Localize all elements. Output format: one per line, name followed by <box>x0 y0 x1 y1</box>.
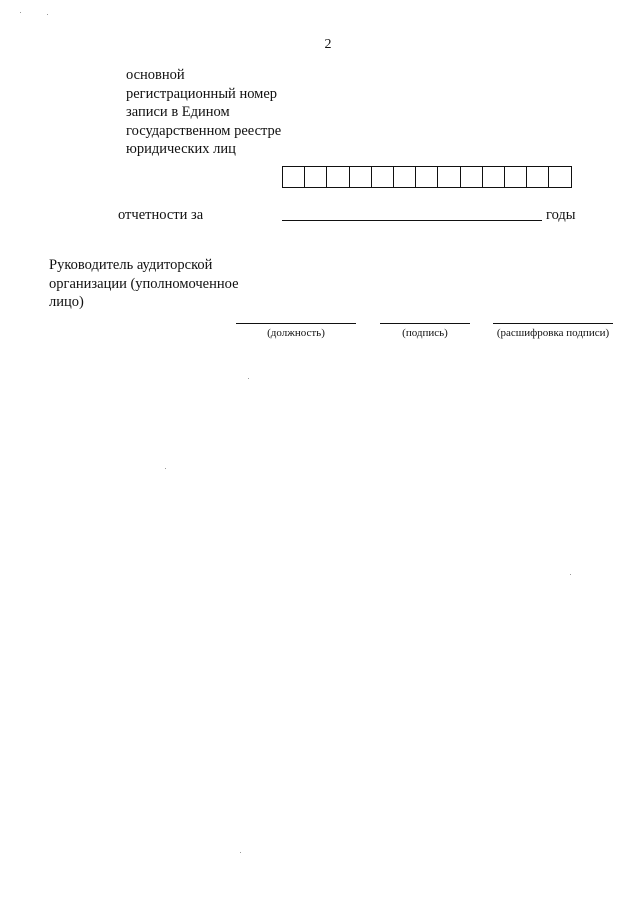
scan-speck <box>240 852 241 853</box>
ogrn-digit-box[interactable] <box>438 167 460 187</box>
name-transcript-field[interactable] <box>493 323 613 324</box>
head-of-audit-org-label: Руководитель аудиторской организации (уполномоченное лицо) <box>49 257 239 310</box>
position-field[interactable] <box>236 323 356 324</box>
reporting-period-field[interactable] <box>282 220 542 221</box>
scan-speck <box>20 12 21 13</box>
ogrn-digit-box[interactable] <box>327 167 349 187</box>
ogrn-digit-box[interactable] <box>305 167 327 187</box>
ogrn-label: основной регистрационный номер записи в Едином государственном реестре юридических лиц <box>126 67 282 157</box>
ogrn-digit-box[interactable] <box>527 167 549 187</box>
page-number: 2 <box>324 37 332 52</box>
ogrn-digit-box[interactable] <box>416 167 438 187</box>
reporting-period-label: отчетности за <box>118 207 204 223</box>
scan-speck <box>165 468 166 469</box>
ogrn-digit-box[interactable] <box>483 167 505 187</box>
scan-speck <box>248 378 249 379</box>
scan-speck <box>47 14 48 15</box>
ogrn-digit-box[interactable] <box>505 167 527 187</box>
name-transcript-caption: (расшифровка подписи) <box>496 327 610 339</box>
reporting-period-suffix: годы <box>546 207 576 223</box>
position-caption: (должность) <box>267 327 325 339</box>
signature-caption: (подпись) <box>402 327 448 339</box>
ogrn-digit-box[interactable] <box>283 167 305 187</box>
ogrn-digit-box[interactable] <box>350 167 372 187</box>
signature-field[interactable] <box>380 323 470 324</box>
scan-speck <box>570 574 571 575</box>
ogrn-digit-box[interactable] <box>461 167 483 187</box>
ogrn-input-boxes[interactable] <box>282 166 572 188</box>
ogrn-digit-box[interactable] <box>394 167 416 187</box>
ogrn-digit-box[interactable] <box>372 167 394 187</box>
ogrn-digit-box[interactable] <box>549 167 571 187</box>
